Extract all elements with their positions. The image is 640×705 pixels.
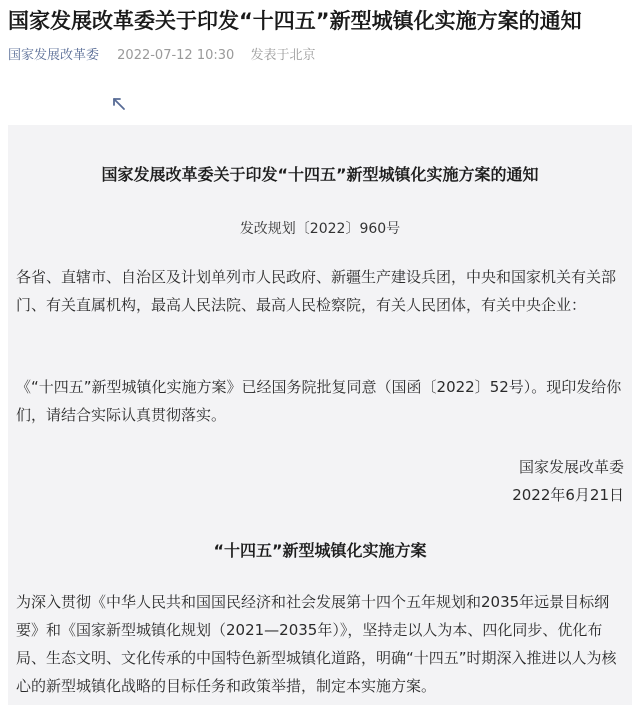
sign-date: 2022年6月21日 xyxy=(512,486,624,504)
document-number: 发改规划〔2022〕960号 xyxy=(239,221,401,237)
plan-intro-paragraph: 为深入贯彻《中华人民共和国国民经济和社会发展第十四个五年规划和2035年远景目标纲要》和《国家新型城镇化规划（2021—2035年）》，坚持走以人为本、四化同步、优化布局、生态文明、文化传承的中国特色新型城镇化道路，明确“十四五”时期深入推进以人为核心的新型城镇化战略的目标任务和政策举措，制定本实施方案。 xyxy=(16,593,617,695)
article-meta xyxy=(8,44,315,63)
publish-date: 2022-07-12 10:30 xyxy=(117,48,235,63)
plan-title: “十四五”新型城镇化实施方案 xyxy=(213,541,427,560)
source-link[interactable]: 国家发展改革委 xyxy=(8,48,100,63)
document-panel xyxy=(8,125,632,705)
signer: 国家发展改革委 xyxy=(518,458,624,476)
recipients-paragraph: 各省、直辖市、自治区及计划单列市人民政府、新疆生产建设兵团，中央和国家机关有关部门、有关直属机构，最高人民法院、最高人民检察院，有关人民团体，有关中央企业： xyxy=(16,268,617,314)
body-paragraph: 《“十四五”新型城镇化实施方案》已经国务院批复同意（国函〔2022〕52号）。现印发给你们，请结合实际认真贯彻落实。 xyxy=(16,378,622,424)
article-title: 国家发展改革委关于印发“十四五”新型城镇化实施方案的通知 xyxy=(8,9,582,33)
publish-location: 发表于北京 xyxy=(250,48,316,63)
diagonal-arrow-icon[interactable] xyxy=(111,96,127,112)
document-title: 国家发展改革委关于印发“十四五”新型城镇化实施方案的通知 xyxy=(101,165,539,184)
